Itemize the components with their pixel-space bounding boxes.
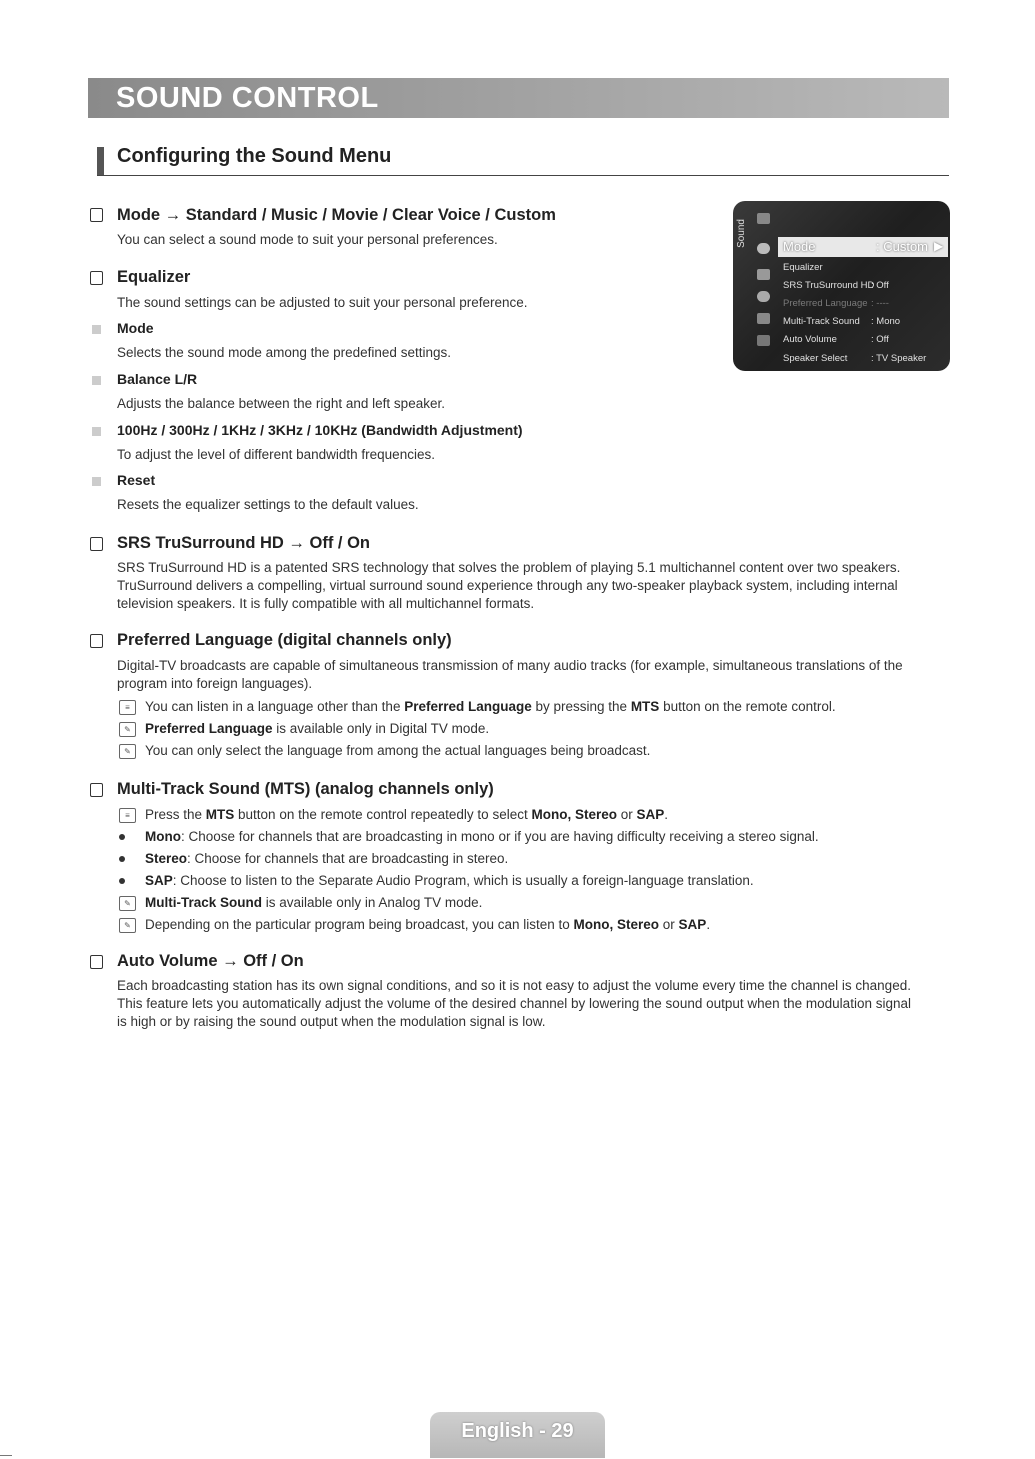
setup-icon	[757, 291, 770, 302]
checkbox-icon	[90, 955, 103, 969]
section-marker	[97, 147, 104, 175]
eq-item-title: Mode	[117, 320, 154, 336]
osd-row-value: : Mono	[871, 316, 901, 327]
note-icon: ✎	[119, 896, 136, 911]
eq-item-desc: Resets the equalizer settings to the default values.	[117, 497, 419, 512]
note-icon: ✎	[119, 744, 136, 759]
srs-heading: SRS TruSurround HD → Off / On	[117, 534, 370, 552]
preferred-note-3: You can only select the language from among the actual languages being broadcast.	[145, 743, 651, 758]
channel-icon	[757, 269, 770, 280]
chevron-right-icon: ▶	[934, 239, 944, 253]
mts-note-3: Depending on the particular program being broadcast, you can listen to Mono, Stereo or SAP.	[145, 917, 711, 932]
page-footer	[430, 1412, 605, 1458]
osd-sidebar	[733, 201, 775, 371]
picture-icon	[757, 213, 770, 224]
eq-item-title: Balance L/R	[117, 371, 198, 387]
application-icon	[757, 335, 770, 346]
osd-row-label: Speaker Select	[783, 353, 848, 364]
bullet-dot-icon	[119, 856, 125, 862]
square-bullet-icon	[92, 427, 101, 436]
preferred-language-desc: Digital-TV broadcasts are capable of simultaneous transmission of many audio tracks (for example, simultaneous translations of the program into foreign languages).	[117, 658, 903, 691]
page-banner	[88, 78, 949, 118]
eq-item-title: 100Hz / 300Hz / 1KHz / 3KHz / 10KHz (Bandwidth Adjustment)	[117, 422, 523, 438]
osd-row-label: SRS TruSurround HD	[783, 280, 875, 291]
square-bullet-icon	[92, 376, 101, 385]
osd-row-value: : Off	[871, 280, 889, 291]
osd-row-value: : TV Speaker	[871, 353, 927, 364]
osd-row-value: : Off	[871, 334, 889, 345]
osd-selected-value: : Custom	[876, 239, 929, 254]
eq-item-desc: Selects the sound mode among the predefined settings.	[117, 345, 451, 360]
checkbox-icon	[90, 783, 103, 797]
osd-selected-label: Mode	[783, 239, 816, 254]
checkbox-icon	[90, 537, 103, 551]
sound-icon	[757, 243, 770, 254]
section-title: Configuring the Sound Menu	[117, 145, 392, 167]
bullet-dot-icon	[119, 878, 125, 884]
mts-heading: Multi-Track Sound (MTS) (analog channels only)	[117, 780, 494, 798]
mts-bullet-mono: Mono: Choose for channels that are broadcasting in mono or if you are having difficulty receiving a stereo signal.	[145, 829, 819, 844]
mts-note-1: Press the MTS button on the remote control repeatedly to select Mono, Stereo or SAP.	[145, 807, 669, 822]
preferred-note-2: Preferred Language is available only in Digital TV mode.	[145, 721, 490, 736]
checkbox-icon	[90, 634, 103, 648]
sound-menu-screenshot	[733, 201, 950, 371]
mode-desc: You can select a sound mode to suit your personal preferences.	[117, 232, 498, 247]
note-icon: ≡	[119, 700, 136, 715]
srs-desc: SRS TruSurround HD is a patented SRS technology that solves the problem of playing 5.1 multichannel content over two speakers. TruSurround delivers a compelling, virtual surround sound experience through any two-speaker playback system, including internal television speakers. It is fully compatible with all multichannel formats.	[117, 560, 901, 611]
input-icon	[757, 313, 770, 324]
note-icon: ✎	[119, 722, 136, 737]
mts-note-2: Multi-Track Sound is available only in Analog TV mode.	[145, 895, 483, 910]
square-bullet-icon	[92, 477, 101, 486]
bullet-dot-icon	[119, 834, 125, 840]
mode-heading: Mode → Standard / Music / Movie / Clear Voice / Custom	[117, 206, 556, 224]
equalizer-heading: Equalizer	[117, 268, 191, 286]
osd-selected-item	[778, 237, 948, 257]
auto-volume-heading: Auto Volume → Off / On	[117, 952, 304, 970]
osd-row-value: : ----	[871, 298, 889, 309]
corner-mark	[0, 1455, 12, 1456]
preferred-language-heading: Preferred Language (digital channels only)	[117, 631, 452, 649]
banner-title: SOUND CONTROL	[116, 82, 379, 114]
preferred-note-1: You can listen in a language other than the Preferred Language by pressing the MTS button on the remote control.	[145, 699, 836, 714]
osd-category-label: Sound	[736, 219, 747, 248]
eq-item-title: Reset	[117, 472, 156, 488]
mts-bullet-sap: SAP: Choose to listen to the Separate Audio Program, which is usually a foreign-language translation.	[145, 873, 754, 888]
osd-row-label: Preferred Language	[783, 298, 868, 309]
note-icon: ≡	[119, 808, 136, 823]
osd-row-label: Auto Volume	[783, 334, 837, 345]
osd-row-label: Multi-Track Sound	[783, 316, 860, 327]
auto-volume-desc: Each broadcasting station has its own signal conditions, and so it is not easy to adjust the volume every time the channel is changed. This feature lets you automatically adjust the volume of the desired channel by lowering the sound output when the modulation signal is high or by raising the sound output when the modulation signal is low.	[117, 978, 911, 1029]
section-divider	[97, 175, 949, 176]
square-bullet-icon	[92, 325, 101, 334]
checkbox-icon	[90, 271, 103, 285]
equalizer-desc: The sound settings can be adjusted to suit your personal preference.	[117, 295, 528, 310]
mts-bullet-stereo: Stereo: Choose for channels that are broadcasting in stereo.	[145, 851, 509, 866]
osd-row-label: Equalizer	[783, 262, 823, 273]
eq-item-desc: To adjust the level of different bandwidth frequencies.	[117, 447, 435, 462]
note-icon: ✎	[119, 918, 136, 933]
eq-item-desc: Adjusts the balance between the right and left speaker.	[117, 396, 445, 411]
checkbox-icon	[90, 208, 103, 222]
page-number: English - 29	[461, 1420, 574, 1442]
